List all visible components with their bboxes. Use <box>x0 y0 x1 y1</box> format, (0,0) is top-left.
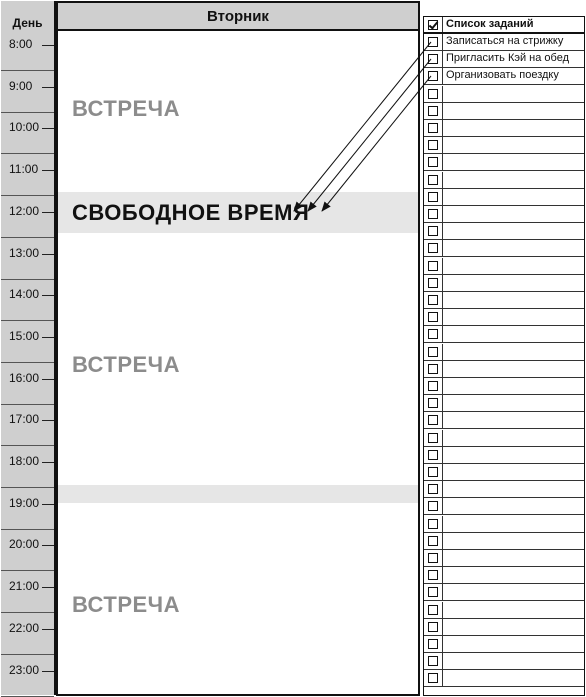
arrow-task-1 <box>294 42 431 211</box>
free-time-label: СВОБОДНОЕ ВРЕМЯ <box>72 200 310 225</box>
meeting-block-1: ВСТРЕЧА <box>72 96 181 121</box>
arrow-task-3 <box>322 76 431 211</box>
task-label: Организовать поездку <box>446 69 559 81</box>
day-column-header: День <box>12 16 43 30</box>
hour-label: 12:00 <box>9 204 40 218</box>
hour-label: 8:00 <box>9 37 33 51</box>
task-label: Записаться на стрижку <box>446 35 564 47</box>
hour-label: 23:00 <box>9 663 40 677</box>
hour-label: 18:00 <box>9 454 40 468</box>
task-label: Пригласить Кэй на обед <box>446 52 570 64</box>
hour-label: 16:00 <box>9 371 40 385</box>
task-list-title: Список заданий <box>446 18 534 30</box>
hour-label: 20:00 <box>9 537 40 551</box>
meeting-block-2: ВСТРЕЧА <box>72 352 181 377</box>
hour-label: 17:00 <box>9 412 40 426</box>
hour-label: 19:00 <box>9 496 40 510</box>
hour-label: 9:00 <box>9 79 33 93</box>
hour-label: 22:00 <box>9 621 40 635</box>
hour-label: 10:00 <box>9 120 40 134</box>
hour-label: 21:00 <box>9 579 40 593</box>
meeting-block-3: ВСТРЕЧА <box>72 592 181 617</box>
day-title: Вторник <box>56 1 420 31</box>
hour-label: 15:00 <box>9 329 40 343</box>
hour-label: 13:00 <box>9 246 40 260</box>
hour-label: 14:00 <box>9 287 40 301</box>
arrow-task-2 <box>308 59 431 211</box>
hour-label: 11:00 <box>9 162 39 176</box>
